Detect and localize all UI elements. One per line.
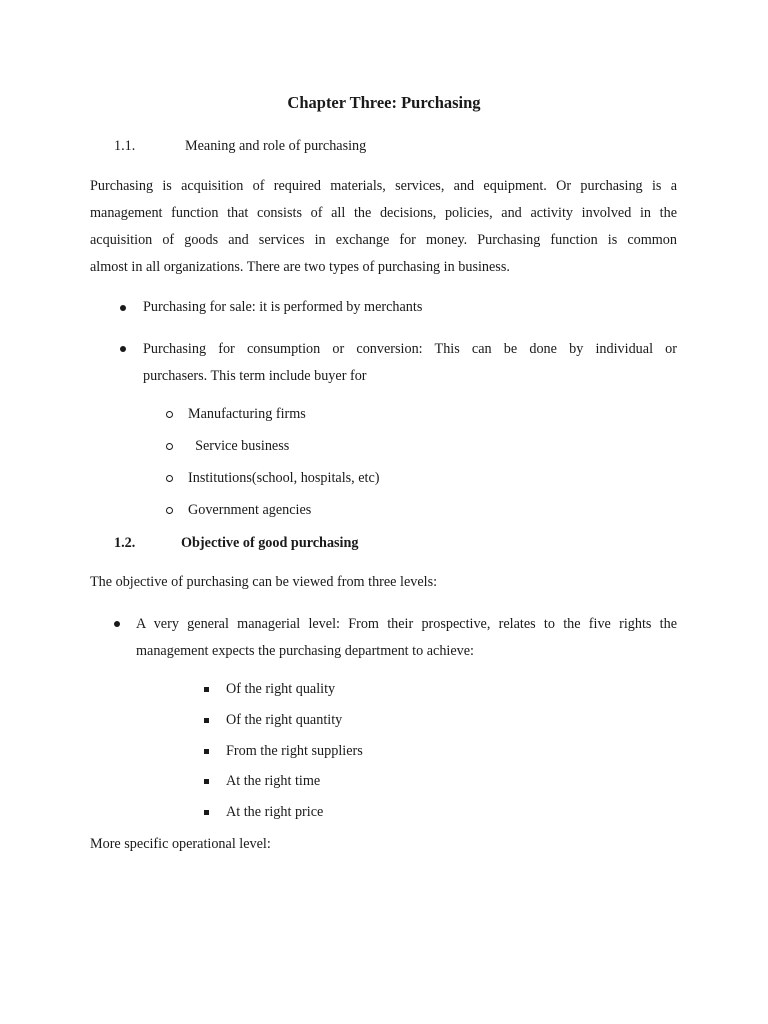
intro-line: Purchasing is acquisition of required materials, services, and equipment. Or purchasing is a [90, 178, 677, 194]
right-item: At the right price [226, 804, 324, 820]
square-bullet-icon [204, 687, 209, 692]
square-bullet-icon [204, 810, 209, 815]
circle-bullet-icon [166, 507, 173, 514]
section-2-heading: Objective of good purchasing [181, 535, 359, 551]
bullet-icon [120, 346, 126, 352]
right-item: At the right time [226, 773, 321, 789]
circle-bullet-icon [166, 443, 173, 450]
buyer-item: Government agencies [188, 502, 312, 518]
right-item: From the right suppliers [226, 743, 363, 759]
type-line: purchasers. This term include buyer for [143, 368, 367, 384]
type-item [143, 336, 677, 390]
bullet-icon [120, 305, 126, 311]
objective-intro: The objective of purchasing can be viewed from three levels: [90, 574, 438, 590]
level-2-text: More specific operational level: [90, 836, 271, 852]
buyer-item: Institutions(school, hospitals, etc) [188, 470, 380, 486]
buyer-item: Manufacturing firms [188, 406, 306, 422]
intro-line: almost in all organizations. There are two types of purchasing in business. [90, 259, 510, 275]
bullet-icon [114, 621, 120, 627]
page-title: Chapter Three: Purchasing [287, 93, 481, 112]
level-1-line: management expects the purchasing department to achieve: [136, 643, 474, 659]
section-1-number: 1.1. [114, 138, 136, 154]
circle-bullet-icon [166, 411, 173, 418]
section-2-number: 1.2. [114, 535, 136, 551]
intro-line: management function that consists of all the decisions, policies, and activity involved in the [90, 205, 677, 221]
section-1-heading: Meaning and role of purchasing [185, 138, 367, 154]
right-item: Of the right quality [226, 681, 336, 697]
intro-line: acquisition of goods and services in exchange for money. Purchasing function is common [90, 232, 677, 248]
level-1-line: A very general managerial level: From their prospective, relates to the five rights the [136, 616, 677, 632]
right-item: Of the right quantity [226, 712, 343, 728]
square-bullet-icon [204, 749, 209, 754]
type-item: Purchasing for sale: it is performed by merchants [143, 299, 423, 315]
buyer-item: Service business [188, 438, 290, 454]
intro-paragraph [90, 173, 677, 281]
square-bullet-icon [204, 779, 209, 784]
circle-bullet-icon [166, 475, 173, 482]
level-1-item [136, 611, 677, 665]
square-bullet-icon [204, 718, 209, 723]
type-line: Purchasing for consumption or conversion: This can be done by individual or [143, 341, 677, 357]
